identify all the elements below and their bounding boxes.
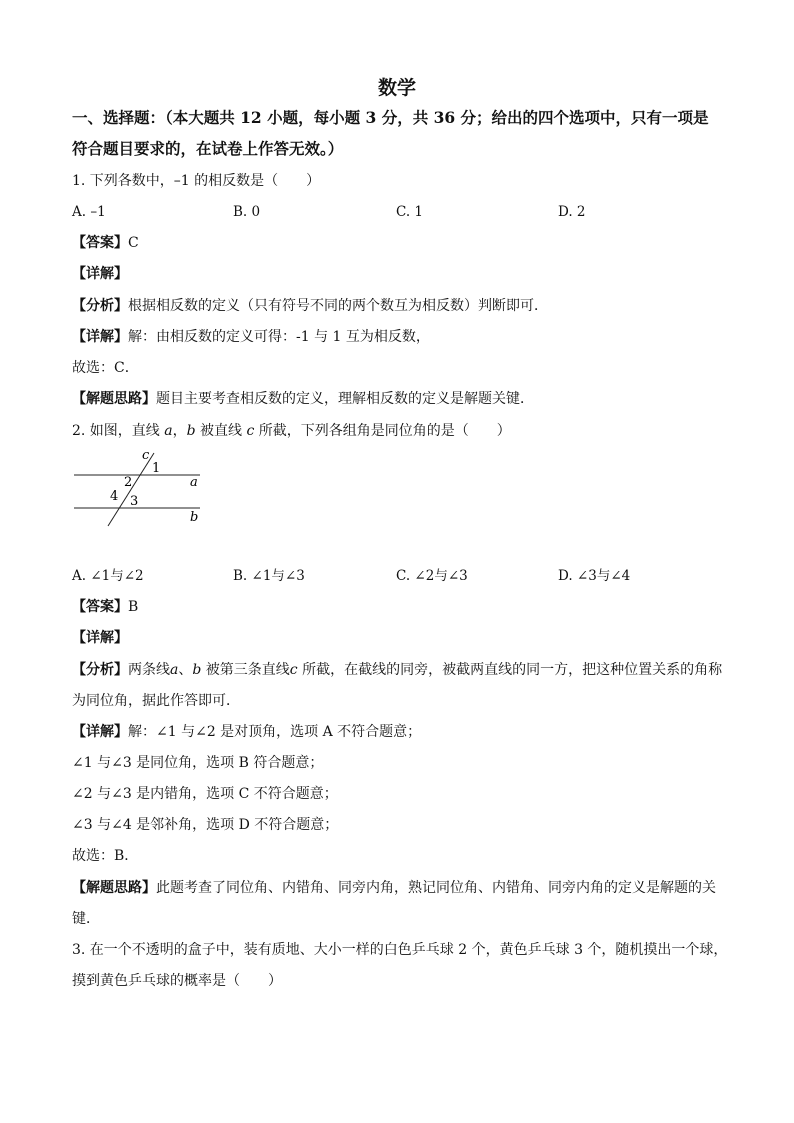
q2-solution-line3: ∠2 与∠3 是内错角，选项 C 不符合题意； [72, 786, 338, 802]
thought-tag: 【解题思路】 [72, 391, 156, 407]
q2-analysis-line2: 为同位角，据此作答即可． [72, 693, 240, 709]
q2-thought-line2: 键． [72, 911, 100, 927]
label-c: c [142, 448, 150, 463]
q2-solution-line1 [72, 722, 421, 742]
q2-stem-pre: 2. 如图，直线 [72, 423, 165, 439]
q1-option-c: C. 1 [396, 204, 424, 220]
q1-solution [72, 327, 430, 347]
thought-tag: 【解题思路】 [72, 880, 156, 896]
q2-answer [72, 597, 138, 617]
angle-label-2: 2 [124, 475, 133, 490]
analysis-var-a: a [170, 662, 179, 678]
analysis-mid: 被第三条直线 [201, 662, 290, 678]
answer-tag: 【答案】 [72, 599, 128, 615]
q2-solution-line2: ∠1 与∠3 是同位角，选项 B 符合题意； [72, 755, 324, 771]
q1-detail-tag: 【详解】 [72, 266, 128, 282]
q2-detail-tag: 【详解】 [72, 630, 128, 646]
solution-text: 解：由相反数的定义可得：-1 与 1 互为相反数， [128, 329, 430, 345]
analysis-var-b: b [192, 662, 202, 678]
q2-choose: 故选：B． [72, 848, 139, 864]
q1-option-b: B. 0 [233, 204, 261, 220]
analysis-sep: 、 [178, 662, 193, 678]
analysis-post: 所截，在截线的同旁，被截两直线的同一方，把这种位置关系的角称 [297, 662, 723, 678]
label-a: a [190, 475, 198, 490]
page-title: 数学 [377, 77, 416, 99]
q2-option-c: C. ∠2与∠3 [396, 568, 468, 584]
q2-option-b: B. ∠1与∠3 [233, 568, 305, 584]
solution-tag: 【详解】 [72, 724, 128, 740]
q2-thought-line1 [72, 878, 716, 898]
analysis-pre: 两条线 [128, 662, 170, 678]
angle-label-1: 1 [152, 461, 161, 476]
q2-stem-post: 所截，下列各组角是同位角的是（ ） [254, 423, 511, 439]
analysis-tag: 【分析】 [72, 662, 128, 678]
angle-label-3: 3 [130, 494, 139, 509]
q2-stem [72, 421, 511, 441]
solution-text: 解：∠1 与∠2 是对顶角，选项 A 不符合题意； [128, 724, 422, 740]
answer-tag: 【答案】 [72, 235, 128, 251]
q1-stem: 1. 下列各数中，–1 的相反数是（ ） [72, 173, 321, 189]
q3-stem-line2: 摸到黄色乒乓球的概率是（ ） [72, 973, 282, 989]
label-b: b [190, 510, 199, 525]
q1-thought [72, 389, 534, 409]
analysis-text: 根据相反数的定义（只有符号不同的两个数互为相反数）判断即可． [128, 298, 548, 314]
answer-value: B [128, 599, 139, 615]
q1-choose: 故选：C． [72, 360, 139, 376]
answer-value: C [128, 235, 139, 251]
q1-option-a: A. –1 [72, 204, 106, 220]
q2-sep: ， [172, 423, 187, 439]
analysis-tag: 【分析】 [72, 298, 128, 314]
analysis-var-c: c [289, 662, 298, 678]
section-heading-line1: 一、选择题：（本大题共 12 小题，每小题 3 分，共 36 分；给出的四个选项中，只有一项是 [72, 108, 709, 127]
q2-var-a: a [164, 423, 173, 439]
q2-analysis-line1 [72, 660, 722, 680]
q2-option-d: D. ∠3与∠4 [558, 568, 631, 584]
q2-var-b: b [186, 423, 196, 439]
q1-option-d: D. 2 [558, 204, 586, 220]
angle-label-4: 4 [110, 489, 119, 504]
q3-stem-line1: 3. 在一个不透明的盒子中，装有质地、大小一样的白色乒乓球 2 个，黄色乒乓球 3 个，随机摸出一个球， [72, 942, 728, 958]
q1-analysis [72, 296, 548, 316]
q1-answer [72, 233, 139, 253]
thought-text: 此题考查了同位角、内错角、同旁内角，熟记同位角、内错角、同旁内角的定义是解题的关 [156, 880, 716, 896]
q2-var-c: c [246, 423, 255, 439]
parallel-lines-figure [68, 448, 208, 528]
solution-tag: 【详解】 [72, 329, 128, 345]
thought-text: 题目主要考查相反数的定义，理解相反数的定义是解题关键． [156, 391, 534, 407]
q2-option-a: A. ∠1与∠2 [72, 568, 144, 584]
q2-solution-line4: ∠3 与∠4 是邻补角，选项 D 不符合题意； [72, 817, 339, 833]
section-heading-line2: 符合题目要求的，在试卷上作答无效。） [72, 139, 344, 158]
q2-stem-mid: 被直线 [195, 423, 247, 439]
